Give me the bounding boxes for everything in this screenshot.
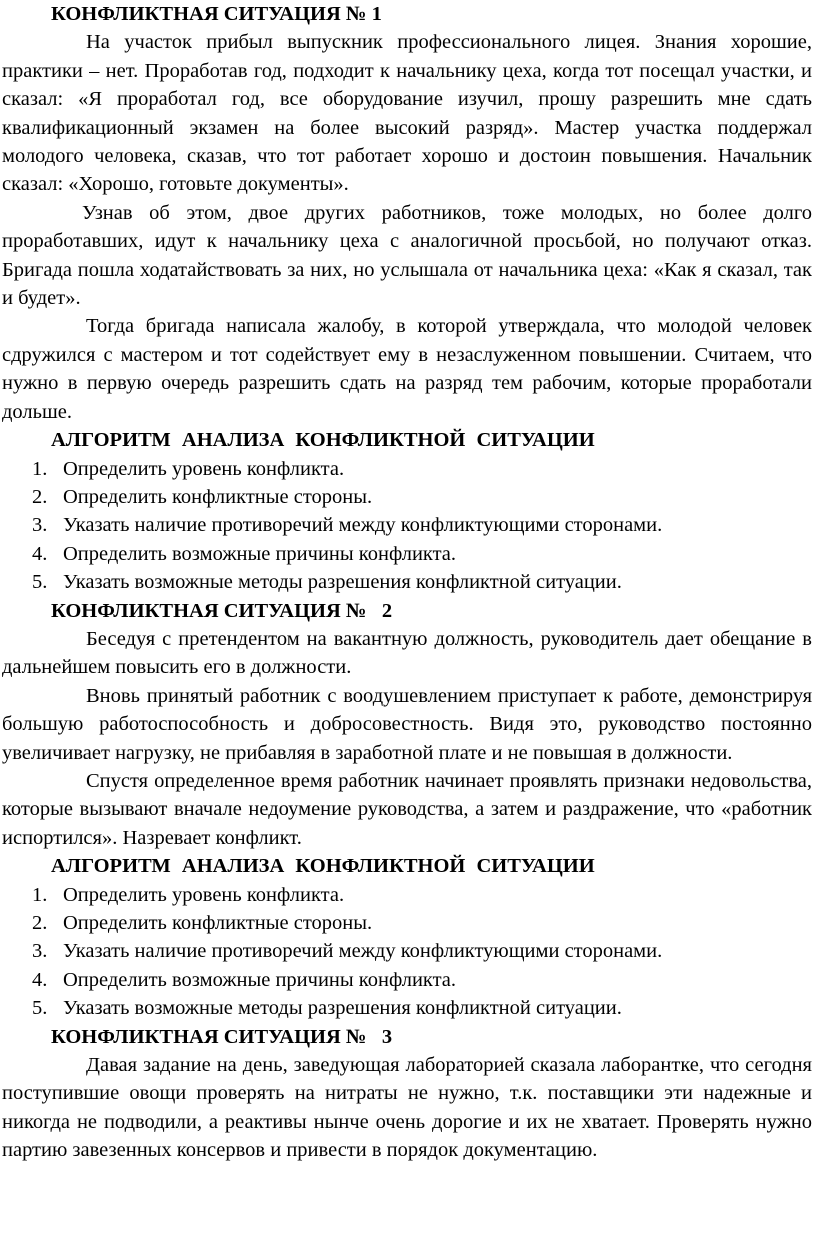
- algorithm-step: [2, 909, 812, 937]
- step-number: 3.: [32, 940, 48, 963]
- situation-2-paragraph: Вновь принятый работник с воодушевлением приступает к работе, демонстрируя большую работоспособность и добросовестность. Видя это, руководство постоянно увеличивает нагрузку, не прибавляя в заработной плате и не повышая в должности.: [2, 684, 812, 764]
- algorithm-step: [2, 994, 812, 1022]
- step-number: 5.: [32, 997, 48, 1020]
- step-text: Определить уровень конфликта.: [63, 883, 345, 906]
- algorithm-list: [2, 455, 812, 597]
- step-number: 2.: [32, 485, 48, 508]
- step-text: Определить конфликтные стороны.: [63, 912, 373, 934]
- algorithm-title: АЛГОРИТМ АНАЛИЗА КОНФЛИКТНОЙ СИТУАЦИИ: [51, 855, 595, 878]
- step-text: Указать наличие противоречий между конфликтующими сторонами.: [63, 940, 663, 963]
- step-text: Указать возможные методы разрешения конфликтной ситуации.: [63, 571, 622, 594]
- algorithm-step: [2, 568, 812, 596]
- algorithm-step: [2, 455, 812, 483]
- situation-2-paragraph: Беседуя с претендентом на вакантную должность, руководитель дает обещание в дальнейшем повысить его в должности.: [2, 627, 812, 679]
- step-text: Определить уровень конфликта.: [63, 457, 345, 480]
- algorithm-title: АЛГОРИТМ АНАЛИЗА КОНФЛИКТНОЙ СИТУАЦИИ: [51, 429, 595, 452]
- algorithm-step: [2, 966, 812, 994]
- step-number: 3.: [32, 514, 48, 537]
- step-number: 4.: [32, 542, 48, 565]
- step-number: 4.: [32, 968, 48, 991]
- step-text: Определить возможные причины конфликта.: [63, 968, 457, 991]
- situation-1-paragraph: На участок прибыл выпускник профессионального лицея. Знания хорошие, практики – нет. Проработав год, подходит к начальнику цеха, когда тот посещал участки, и сказал: «Я проработал год, все оборудование изучил, прошу разрешить мне сдать квалификационный экзамен на более высокий разряд». Мастер участка поддержал молодого человека, сказав, что тот работает хорошо и достоин повышения. Начальник сказал: «Хорошо, готовьте документы».: [2, 31, 812, 196]
- step-text: Определить возможные причины конфликта.: [63, 542, 457, 565]
- situation-2-paragraph: Спустя определенное время работник начинает проявлять признаки недовольства, которые вызывают вначале недоумение руководства, а затем и раздражение, что «работник испортился». Назревает конфликт.: [2, 769, 812, 849]
- step-number: 1.: [32, 457, 48, 480]
- situation-3-paragraph: Давая задание на день, заведующая лабораторией сказала лаборантке, что сегодня поступившие овощи проверять на нитраты не нужно, т.к. поставщики эти надежные и никогда не подводили, а реактивы нынче очень дорогие и их не хватает. Проверять нужно партию завезенных консервов и привести в порядок документацию.: [2, 1054, 812, 1162]
- situation-1-paragraph: Узнав об этом, двое других работников, тоже молодых, но более долго проработавших, идут к начальнику цеха с аналогичной просьбой, но получают отказ. Бригада пошла ходатайствовать за них, но услышала от начальника цеха: «Как я сказал, так и будет».: [2, 201, 812, 310]
- algorithm-step: [2, 881, 812, 909]
- algorithm-step: [2, 937, 812, 965]
- step-text: Указать возможные методы разрешения конфликтной ситуации.: [63, 997, 622, 1020]
- situation-3-title: КОНФЛИКТНАЯ СИТУАЦИЯ № 3: [51, 1025, 393, 1048]
- algorithm-list: [2, 881, 812, 1023]
- situation-1-title: КОНФЛИКТНАЯ СИТУАЦИЯ № 1: [51, 3, 382, 25]
- algorithm-step: [2, 511, 812, 539]
- algorithm-step: [2, 540, 812, 568]
- algorithm-step: [2, 483, 812, 511]
- step-number: 5.: [32, 571, 48, 594]
- situation-2-title: КОНФЛИКТНАЯ СИТУАЦИЯ № 2: [51, 599, 393, 622]
- step-text: Указать наличие противоречий между конфликтующими сторонами.: [63, 514, 663, 537]
- situation-1-paragraph: Тогда бригада написала жалобу, в которой утверждала, что молодой человек сдружился с мастером и тот содействует ему в незаслуженном повышении. Считаем, что нужно в первую очередь разрешить сдать на разряд тем рабочим, которые проработали дольше.: [2, 315, 812, 423]
- step-number: 1.: [32, 883, 48, 906]
- step-number: 2.: [32, 912, 48, 934]
- step-text: Определить конфликтные стороны.: [63, 485, 373, 508]
